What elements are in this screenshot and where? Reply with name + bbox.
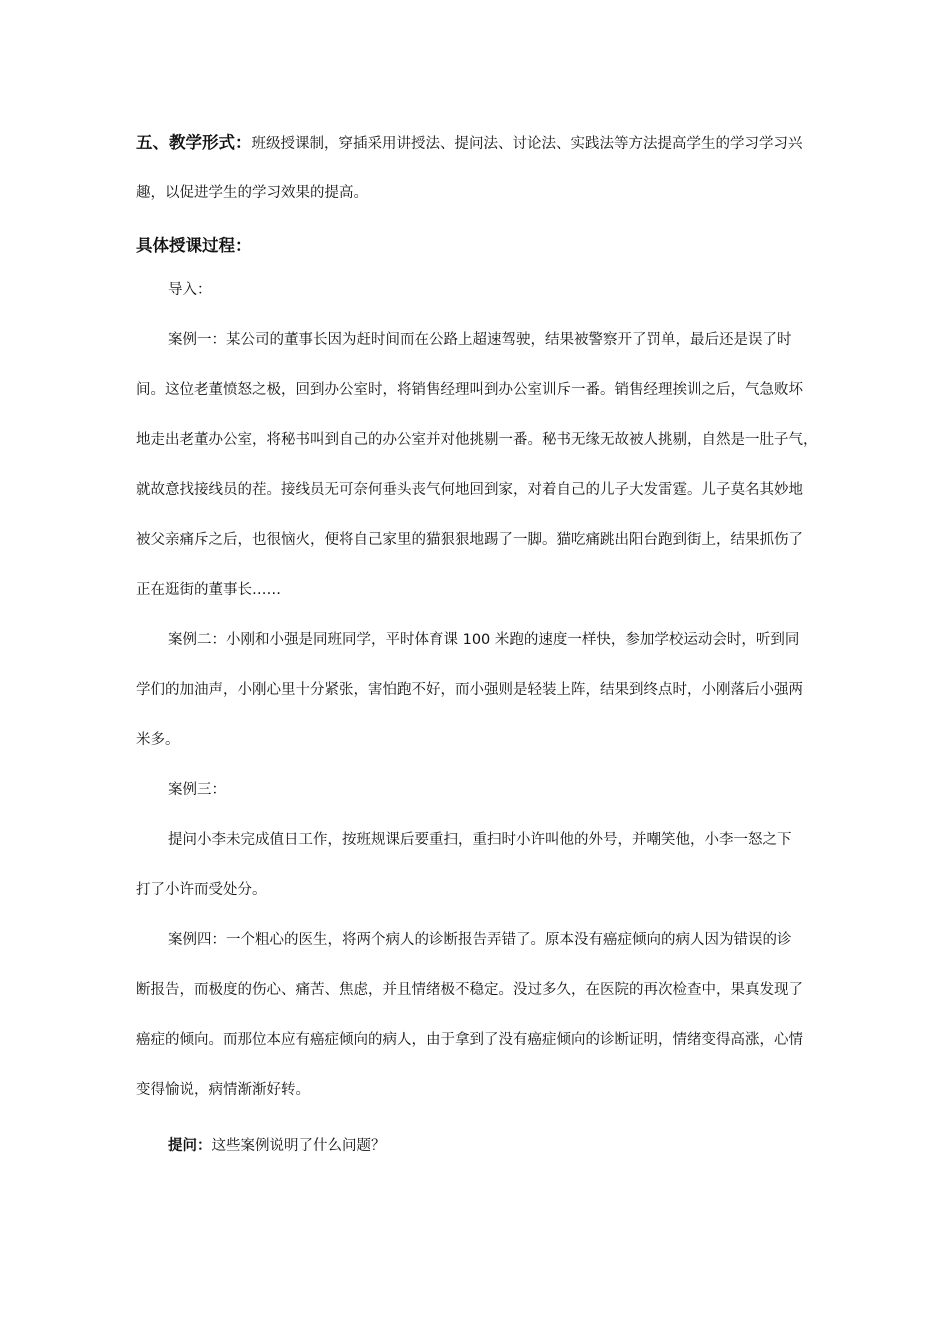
- question-label: 提问：: [168, 1138, 212, 1154]
- case1-line: 正在逛街的董事长……: [136, 582, 281, 598]
- question-line: [168, 1136, 386, 1156]
- question-text: 这些案例说明了什么问题？: [211, 1138, 386, 1154]
- section5-label: 五、教学形式：: [136, 133, 252, 152]
- case4-line: 变得愉说，病情渐渐好转。: [136, 1082, 310, 1098]
- case3-title: 案例三：: [168, 782, 226, 798]
- section5-line2: 趣，以促进学生的学习效果的提高。: [136, 185, 368, 201]
- case2-line: 米多。: [136, 732, 180, 748]
- section5-line1: [136, 133, 803, 154]
- case1-line: 间。这位老董愤怒之极，回到办公室时，将销售经理叫到办公室训斥一番。销售经理挨训之后，气急败坏: [136, 382, 803, 398]
- section5-text: 班级授课制，穿插采用讲授法、提问法、讨论法、实践法等方法提高学生的学习学习兴: [251, 136, 803, 152]
- case1-line: 就故意找接线员的茬。接线员无可奈何垂头丧气何地回到家，对着自己的儿子大发雷霆。儿子莫名其妙地: [136, 482, 803, 498]
- case1-line: 案例一：某公司的董事长因为赶时间而在公路上超速驾驶，结果被警察开了罚单，最后还是误了时: [168, 332, 792, 348]
- case3-line: 提问小李未完成值日工作，按班规课后要重扫，重扫时小许叫他的外号，并嘲笑他，小李一怒之下: [168, 832, 792, 848]
- case1-line: 被父亲痛斥之后，也很恼火，便将自己家里的猫狠狠地踢了一脚。猫吃痛跳出阳台跑到街上，结果抓伤了: [136, 532, 803, 548]
- case3-line: 打了小许而受处分。: [136, 882, 267, 898]
- intro-label: 导入：: [168, 282, 212, 298]
- case2-line: 学们的加油声，小刚心里十分紧张，害怕跑不好，而小强则是轻装上阵，结果到终点时，小刚落后小强两: [136, 682, 803, 698]
- process-heading: 具体授课过程：: [136, 236, 252, 255]
- case2-line: 案例二：小刚和小强是同班同学，平时体育课 100 米跑的速度一样快，参加学校运动会时，听到同: [168, 632, 800, 648]
- case4-line: 癌症的倾向。而那位本应有癌症倾向的病人，由于拿到了没有癌症倾向的诊断证明，情绪变得高涨，心情: [136, 1032, 803, 1048]
- case4-line: 案例四：一个粗心的医生，将两个病人的诊断报告弄错了。原本没有癌症倾向的病人因为错误的诊: [168, 932, 792, 948]
- case1-line: 地走出老董办公室，将秘书叫到自己的办公室并对他挑剔一番。秘书无缘无故被人挑剔，自然是一肚子气，: [136, 432, 818, 448]
- case4-line: 断报告，而极度的伤心、痛苦、焦虑，并且情绪极不稳定。没过多久，在医院的再次检查中，果真发现了: [136, 982, 803, 998]
